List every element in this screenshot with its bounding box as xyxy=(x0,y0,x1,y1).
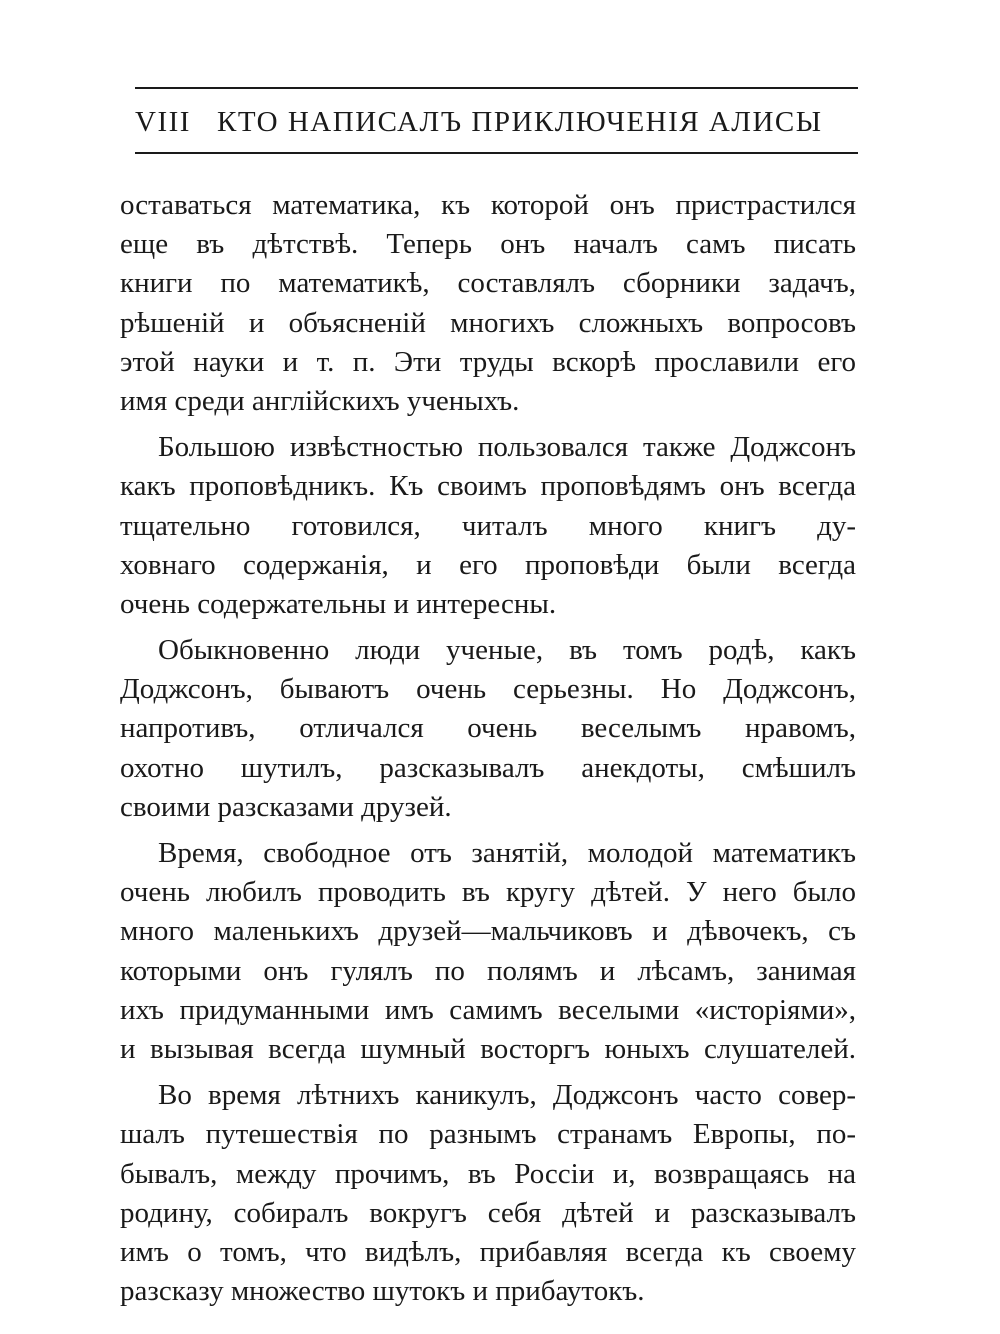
text-line: имъ о томъ, что видѣлъ, прибавляя всегда къ своему xyxy=(120,1235,856,1268)
text-line: бывалъ, между прочимъ, въ Россіи и, возвращаясь на xyxy=(120,1157,856,1190)
running-title: КТО НАПИСАЛЪ ПРИКЛЮЧЕНІЯ АЛИСЫ xyxy=(217,106,823,138)
header-top-rule xyxy=(135,87,858,89)
text-line: имя среди англійскихъ ученыхъ. xyxy=(120,384,520,417)
paragraph-4 xyxy=(120,834,856,1069)
text-line: Доджсонъ, бываютъ очень серьезны. Но Доджсонъ, xyxy=(120,673,856,706)
text-line: этой науки и т. п. Эти труды вскорѣ прославили его xyxy=(120,345,856,378)
paragraph-2 xyxy=(120,428,856,624)
text-line: еще въ дѣтствѣ. Теперь онъ началъ самъ писать xyxy=(120,228,856,261)
text-line: ихъ придуманными имъ самимъ веселыми «исторіями», xyxy=(120,993,856,1026)
text-line: и вызывая всегда шумный восторгъ юныхъ слушателей. xyxy=(120,1032,856,1065)
paragraph-5 xyxy=(120,1076,856,1311)
text-line: Обыкновенно люди ученые, въ томъ родѣ, какъ xyxy=(158,634,856,667)
text-line: много маленькихъ друзей—мальчиковъ и дѣвочекъ, съ xyxy=(120,915,856,948)
page-number: VIII xyxy=(135,106,191,138)
paragraph-3 xyxy=(120,631,856,827)
text-line: оставаться математика, къ которой онъ пристрастился xyxy=(120,189,856,221)
text-line: охотно шутилъ, разсказывалъ анекдоты, смѣшилъ xyxy=(120,751,856,784)
text-line: Время, свободное отъ занятій, молодой математикъ xyxy=(158,837,856,869)
text-line: своими разсказами друзей. xyxy=(120,790,452,823)
text-line: которыми онъ гулялъ по полямъ и лѣсамъ, занимая xyxy=(120,954,856,987)
text-line: какъ проповѣдникъ. Къ своимъ проповѣдямъ онъ всегда xyxy=(120,470,856,503)
text-line: очень содержательны и интересны. xyxy=(120,587,557,620)
running-header xyxy=(135,100,858,144)
text-line: напротивъ, отличался очень веселымъ нравомъ, xyxy=(120,712,856,745)
text-line: Большою извѣстностью пользовался также Доджсонъ xyxy=(158,431,856,464)
text-line: ховнаго содержанія, и его проповѣди были всегда xyxy=(120,548,856,581)
text-line: очень любилъ проводить въ кругу дѣтей. У него было xyxy=(120,876,856,909)
text-line: шалъ путешествія по разнымъ странамъ Европы, по- xyxy=(120,1118,856,1151)
text-line: Во время лѣтнихъ каникулъ, Доджсонъ часто совер- xyxy=(158,1079,856,1112)
header-bottom-rule xyxy=(135,152,858,154)
text-line: родину, собиралъ вокругъ себя дѣтей и разсказывалъ xyxy=(120,1196,856,1229)
text-line: рѣшеній и объясненій многихъ сложныхъ вопросовъ xyxy=(120,306,856,339)
text-line: книги по математикѣ, составлялъ сборники задачъ, xyxy=(120,267,856,300)
text-line: тщательно готовился, читалъ много книгъ ду- xyxy=(120,509,856,542)
paragraph-1 xyxy=(120,186,856,421)
text-line: разсказу множество шутокъ и прибаутокъ. xyxy=(120,1275,645,1308)
body-text xyxy=(120,186,856,1318)
